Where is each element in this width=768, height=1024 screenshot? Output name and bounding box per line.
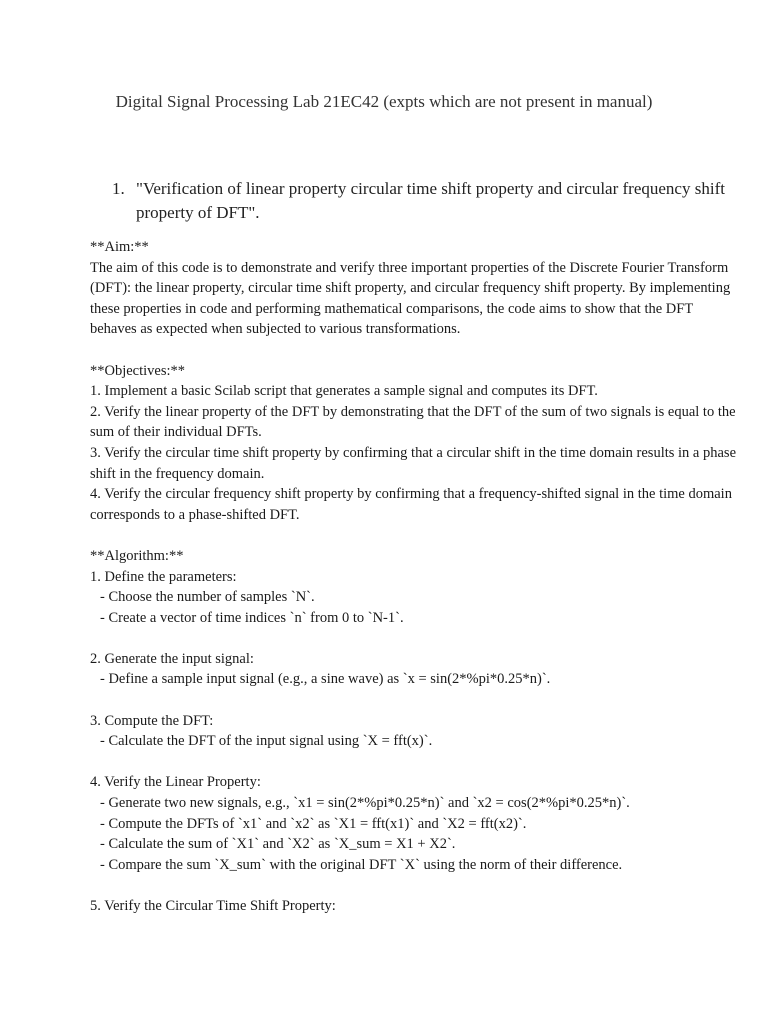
algorithm-step: [90, 711, 742, 752]
objective-item: 1. Implement a basic Scilab script that generates a sample signal and computes its DFT.: [90, 383, 598, 400]
experiment-title: "Verification of linear property circular time shift property and circular frequency shift property of DFT".: [136, 179, 725, 222]
algorithm-step: [90, 649, 742, 690]
algorithm-substep: - Compute the DFTs of `x1` and `x2` as `X1 = fft(x1)` and `X2 = fft(x2)`.: [100, 815, 527, 832]
algorithm-substep: - Define a sample input signal (e.g., a sine wave) as `x = sin(2*%pi*0.25*n)`.: [100, 671, 551, 688]
experiment-number: 1.: [112, 179, 125, 198]
objective-item: 2. Verify the linear property of the DFT by demonstrating that the DFT of the sum of two signals is equal to the sum of their individual DFTs.: [90, 403, 736, 441]
algorithm-substep: - Calculate the sum of `X1` and `X2` as `X_sum = X1 + X2`.: [100, 836, 456, 853]
algorithm-step: [90, 772, 742, 875]
algorithm-substep: - Create a vector of time indices `n` from 0 to `N-1`.: [100, 609, 404, 626]
algorithm-step-title: 4. Verify the Linear Property:: [90, 774, 261, 791]
document-body: [90, 237, 742, 917]
aim-text: The aim of this code is to demonstrate and verify three important properties of the Discrete Fourier Transform (DFT): the linear property, circular time shift property, and circular frequency shift property. By implementing these properties in code and performing mathematical comparisons, the code aims to show that the DFT behaves as expected when subjected to various transformations.: [90, 259, 731, 338]
algorithm-substep: - Choose the number of samples `N`.: [100, 589, 315, 606]
algorithm-step-title: 1. Define the parameters:: [90, 568, 237, 585]
document-title: Digital Signal Processing Lab 21EC42 (expts which are not present in manual): [115, 92, 653, 111]
algorithm-section: [90, 546, 742, 917]
objective-item: 3. Verify the circular time shift property by confirming that a circular shift in the time domain results in a phase shift in the frequency domain.: [90, 444, 737, 482]
aim-heading: **Aim:**: [90, 239, 149, 255]
algorithm-step: [90, 896, 742, 917]
experiment-heading: [112, 177, 732, 225]
algorithm-heading: **Algorithm:**: [90, 547, 184, 564]
algorithm-step-title: 3. Compute the DFT:: [90, 712, 214, 729]
algorithm-substep: - Generate two new signals, e.g., `x1 = sin(2*%pi*0.25*n)` and `x2 = cos(2*%pi*0.25*n)`.: [100, 795, 630, 812]
objectives-section: [90, 361, 742, 526]
aim-section: [90, 237, 742, 340]
objectives-heading: **Objectives:**: [90, 362, 186, 379]
algorithm-substep: - Compare the sum `X_sum` with the original DFT `X` using the norm of their difference.: [100, 856, 623, 873]
algorithm-step: [90, 567, 742, 629]
algorithm-step-title: 5. Verify the Circular Time Shift Property:: [90, 898, 336, 914]
objective-item: 4. Verify the circular frequency shift property by confirming that a frequency-shifted signal in the time domain corresponds to a phase-shifted DFT.: [90, 486, 732, 523]
algorithm-substep: - Calculate the DFT of the input signal using `X = fft(x)`.: [100, 733, 433, 750]
algorithm-step-title: 2. Generate the input signal:: [90, 650, 254, 667]
